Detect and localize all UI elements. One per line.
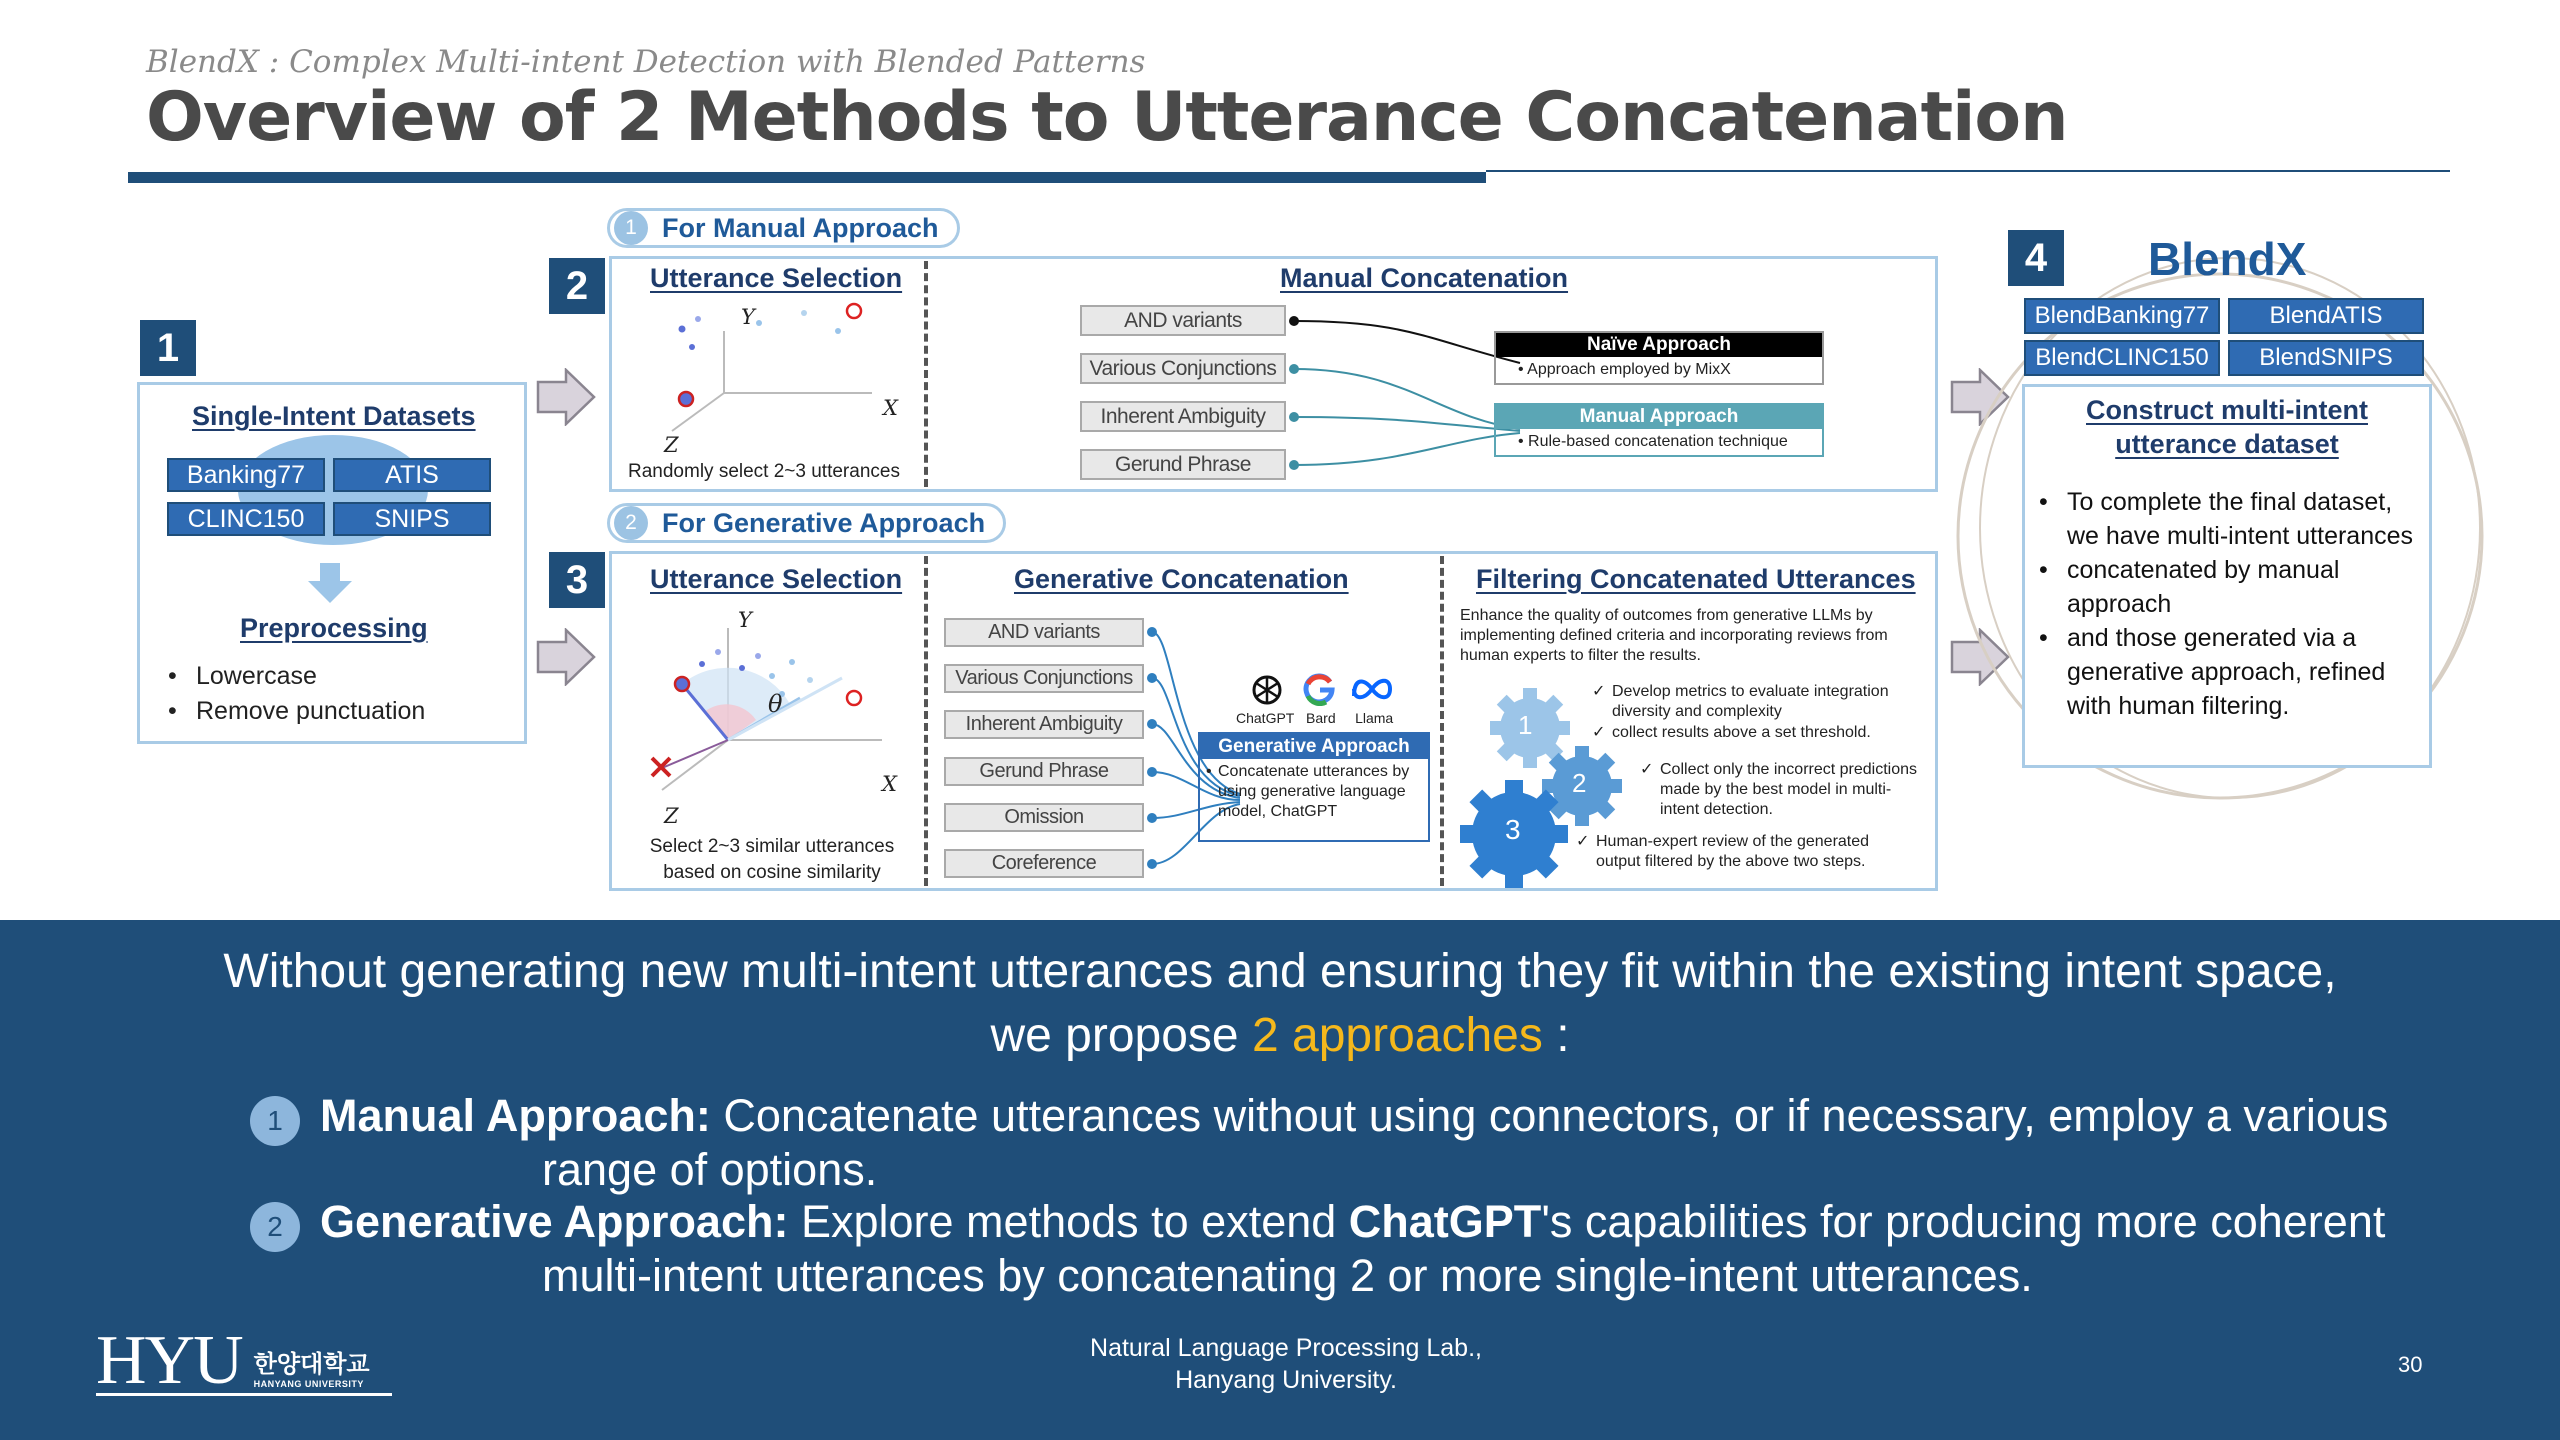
- filtering-intro: Enhance the quality of outcomes from generative LLMs by implementing defined criteria and incorporating reviews from human experts to filter the results.: [1460, 607, 1888, 664]
- manual-approach-desc-text: Rule-based concatenation technique: [1528, 433, 1788, 450]
- utterance-selection-title: Utterance Selection: [650, 263, 903, 293]
- summary-text: we propose: [990, 1009, 1252, 1062]
- embedding-space-plot: [632, 301, 932, 451]
- connector-lines: [1286, 299, 1526, 489]
- logo-caption: [254, 1344, 370, 1389]
- filter-check-text: Collect only the incorrect predictions made by the best model in multi-intent detection.: [1660, 761, 1918, 818]
- dataset-chip: ATIS: [333, 458, 491, 492]
- axis-x-label: X: [882, 772, 897, 796]
- title-underline-thin: [1486, 170, 2450, 172]
- step-number-4: 4: [2008, 230, 2064, 286]
- concat-type-tag: AND variants: [1080, 305, 1286, 336]
- preprocessing-list: [166, 659, 425, 729]
- check-icon: ✓: [1576, 833, 1590, 850]
- concat-type-tag: AND variants: [944, 618, 1144, 647]
- naive-approach-desc-text: Approach employed by MixX: [1527, 361, 1731, 378]
- manual-approach-box: [1494, 403, 1824, 457]
- approach-item-1: [320, 1090, 2388, 1142]
- right-arrow-icon: [536, 628, 596, 686]
- concat-type-tag: Various Conjunctions: [944, 664, 1144, 693]
- concat-type-tag: Various Conjunctions: [1080, 353, 1286, 384]
- concat-type-tag: Coreference: [944, 849, 1144, 878]
- generative-approach-box: [1198, 732, 1430, 842]
- manual-panel: [609, 256, 1938, 492]
- concat-type-tag: Gerund Phrase: [1080, 449, 1286, 480]
- section-divider: [924, 261, 928, 487]
- dataset-chip: SNIPS: [333, 502, 491, 536]
- lab-name: [986, 1332, 1586, 1396]
- manual-approach-desc: • Rule-based concatenation technique: [1518, 433, 1788, 450]
- logo-text: HYU: [96, 1322, 242, 1399]
- page-number: 30: [2398, 1352, 2423, 1377]
- logo-korean: 한양대학교: [253, 1351, 370, 1378]
- section-divider: [1440, 556, 1444, 886]
- naive-approach-box: [1494, 331, 1824, 385]
- selection-caption-line: Select 2~3 similar utterances: [649, 836, 895, 857]
- generative-approach-pill: [607, 503, 1006, 543]
- theta-label: θ: [768, 690, 783, 718]
- single-intent-title: Single-Intent Datasets: [192, 401, 476, 431]
- blendx-dataset-chip: BlendATIS: [2228, 298, 2424, 334]
- gear-number: 1: [1518, 710, 1533, 740]
- approach-name: Generative Approach:: [320, 1196, 789, 1247]
- blendx-dataset-chip: BlendCLINC150: [2024, 340, 2220, 376]
- blendx-dataset-chip: BlendSNIPS: [2228, 340, 2424, 376]
- approach-item-1-cont: range of options.: [542, 1144, 878, 1195]
- construct-title-line: utterance dataset: [2115, 429, 2339, 459]
- approach-emphasis: ChatGPT: [1348, 1196, 1542, 1247]
- construct-title-line: Construct multi-intent: [2086, 395, 2368, 425]
- approach-desc: Concatenate utterances without using connectors, or if necessary, employ a various: [710, 1090, 2389, 1141]
- filter-check: [1592, 723, 1922, 743]
- blendx-construct-panel: [2022, 384, 2432, 768]
- slide-title: Overview of 2 Methods to Utterance Concatenation: [146, 78, 2068, 157]
- manual-approach-title: Manual Approach: [1496, 405, 1822, 429]
- axis-y-label: Y: [738, 608, 752, 632]
- right-arrow-icon: [536, 368, 596, 426]
- preprocessing-item: • Lowercase: [166, 659, 425, 694]
- pill-label: For Manual Approach: [662, 212, 939, 243]
- bard-icon: [1302, 672, 1336, 706]
- approach-item-2: [320, 1196, 2385, 1248]
- check-icon: ✓: [1592, 724, 1606, 741]
- pill-number: 1: [614, 211, 648, 245]
- llm-label: Bard: [1306, 710, 1336, 726]
- approach-item-2-cont: multi-intent utterances by concatenating 2 or more single-intent utterances.: [542, 1250, 2033, 1301]
- concat-type-tag: Inherent Ambiguity: [944, 710, 1144, 739]
- manual-concatenation-title: Manual Concatenation: [1280, 263, 1569, 293]
- selection-caption-line: based on cosine similarity: [663, 862, 881, 883]
- llama-icon: [1350, 674, 1394, 704]
- step-number-2: 2: [549, 258, 605, 314]
- filter-check: [1640, 760, 1920, 820]
- blendx-bullet: • and those generated via a generative approach, refined with human filtering.: [2037, 621, 2421, 723]
- generative-approach-title: Generative Approach: [1200, 734, 1428, 759]
- generative-approach-desc: • Concatenate utterances by using generative language model, ChatGPT: [1206, 763, 1410, 820]
- title-underline-thick: [128, 172, 1486, 183]
- naive-approach-title: Naïve Approach: [1496, 333, 1822, 357]
- dataset-chip: CLINC150: [167, 502, 325, 536]
- generative-panel: [609, 551, 1938, 891]
- gear-number: 2: [1572, 768, 1587, 798]
- section-divider: [924, 556, 928, 886]
- presentation-subtitle: BlendX : Complex Multi-intent Detection with Blended Patterns: [146, 44, 1146, 80]
- filter-check-text: Develop metrics to evaluate integration diversity and complexity: [1612, 683, 1889, 720]
- approach-desc: 's capabilities for producing more coherent: [1541, 1196, 2386, 1247]
- summary-line-2: [0, 1008, 2560, 1063]
- single-intent-panel: [137, 382, 527, 744]
- concat-type-tag: Inherent Ambiguity: [1080, 401, 1286, 432]
- summary-line-1: Without generating new multi-intent utterances and ensuring they fit within the existing intent space,: [223, 945, 2337, 998]
- step-number-3: 3: [549, 552, 605, 608]
- axis-y-label: Y: [741, 305, 755, 329]
- preprocessing-title: Preprocessing: [240, 613, 428, 643]
- logo-english: HANYANG UNIVERSITY: [253, 1379, 364, 1389]
- item-number-circle: 2: [250, 1202, 300, 1252]
- down-arrow-icon: [308, 563, 352, 603]
- lab-name-line: Natural Language Processing Lab.,: [1090, 1334, 1482, 1362]
- concat-type-tag: Gerund Phrase: [944, 757, 1144, 786]
- blendx-dataset-chip: BlendBanking77: [2024, 298, 2220, 334]
- chatgpt-icon: [1249, 672, 1285, 708]
- selection-caption: [622, 834, 922, 886]
- step-number-1: 1: [140, 320, 196, 376]
- manual-approach-pill: [607, 208, 960, 248]
- llm-label: Llama: [1355, 710, 1394, 726]
- check-icon: ✓: [1592, 683, 1606, 700]
- lab-name-line: Hanyang University.: [1175, 1366, 1397, 1394]
- dataset-chip: Banking77: [167, 458, 325, 492]
- blendx-bullets: [2037, 485, 2421, 723]
- pill-number: 2: [614, 506, 648, 540]
- naive-approach-desc: • Approach employed by MixX: [1518, 361, 1731, 378]
- axis-z-label: Z: [664, 804, 679, 828]
- filter-check: [1592, 682, 1922, 722]
- selection-caption: Randomly select 2~3 utterances: [628, 461, 900, 482]
- filter-check-text: Human-expert review of the generated output filtered by the above two steps.: [1596, 833, 1870, 870]
- filtering-title: Filtering Concatenated Utterances: [1476, 564, 1916, 594]
- blendx-bullet: • concatenated by manual approach: [2037, 553, 2421, 621]
- concat-type-tag: Omission: [944, 803, 1144, 832]
- item-number-circle: 1: [250, 1096, 300, 1146]
- generative-concatenation-title: Generative Concatenation: [1014, 564, 1349, 594]
- preprocessing-item: • Remove punctuation: [166, 694, 425, 729]
- llm-labels: [1236, 710, 1393, 726]
- approach-name: Manual Approach:: [320, 1090, 711, 1141]
- gear-number: 3: [1505, 814, 1521, 845]
- utterance-selection-title: Utterance Selection: [650, 564, 903, 594]
- summary-highlight: 2 approaches: [1251, 1009, 1543, 1062]
- approach-desc: Explore methods to extend: [788, 1196, 1349, 1247]
- axis-z-label: Z: [664, 433, 679, 457]
- university-logo: [96, 1322, 392, 1399]
- blendx-title: BlendX: [2148, 233, 2307, 285]
- generative-approach-desc-text: Concatenate utterances by using generative language model, ChatGPT: [1218, 763, 1410, 820]
- filter-check: [1576, 832, 1916, 872]
- pill-label: For Generative Approach: [662, 507, 986, 538]
- axis-x-label: X: [883, 396, 898, 420]
- llm-label: ChatGPT: [1236, 710, 1295, 726]
- check-icon: ✓: [1640, 761, 1654, 778]
- blendx-bullet: • To complete the final dataset, we have multi-intent utterances: [2037, 485, 2421, 553]
- summary-text: :: [1542, 1009, 1570, 1062]
- filter-check-text: collect results above a set threshold.: [1612, 724, 1871, 741]
